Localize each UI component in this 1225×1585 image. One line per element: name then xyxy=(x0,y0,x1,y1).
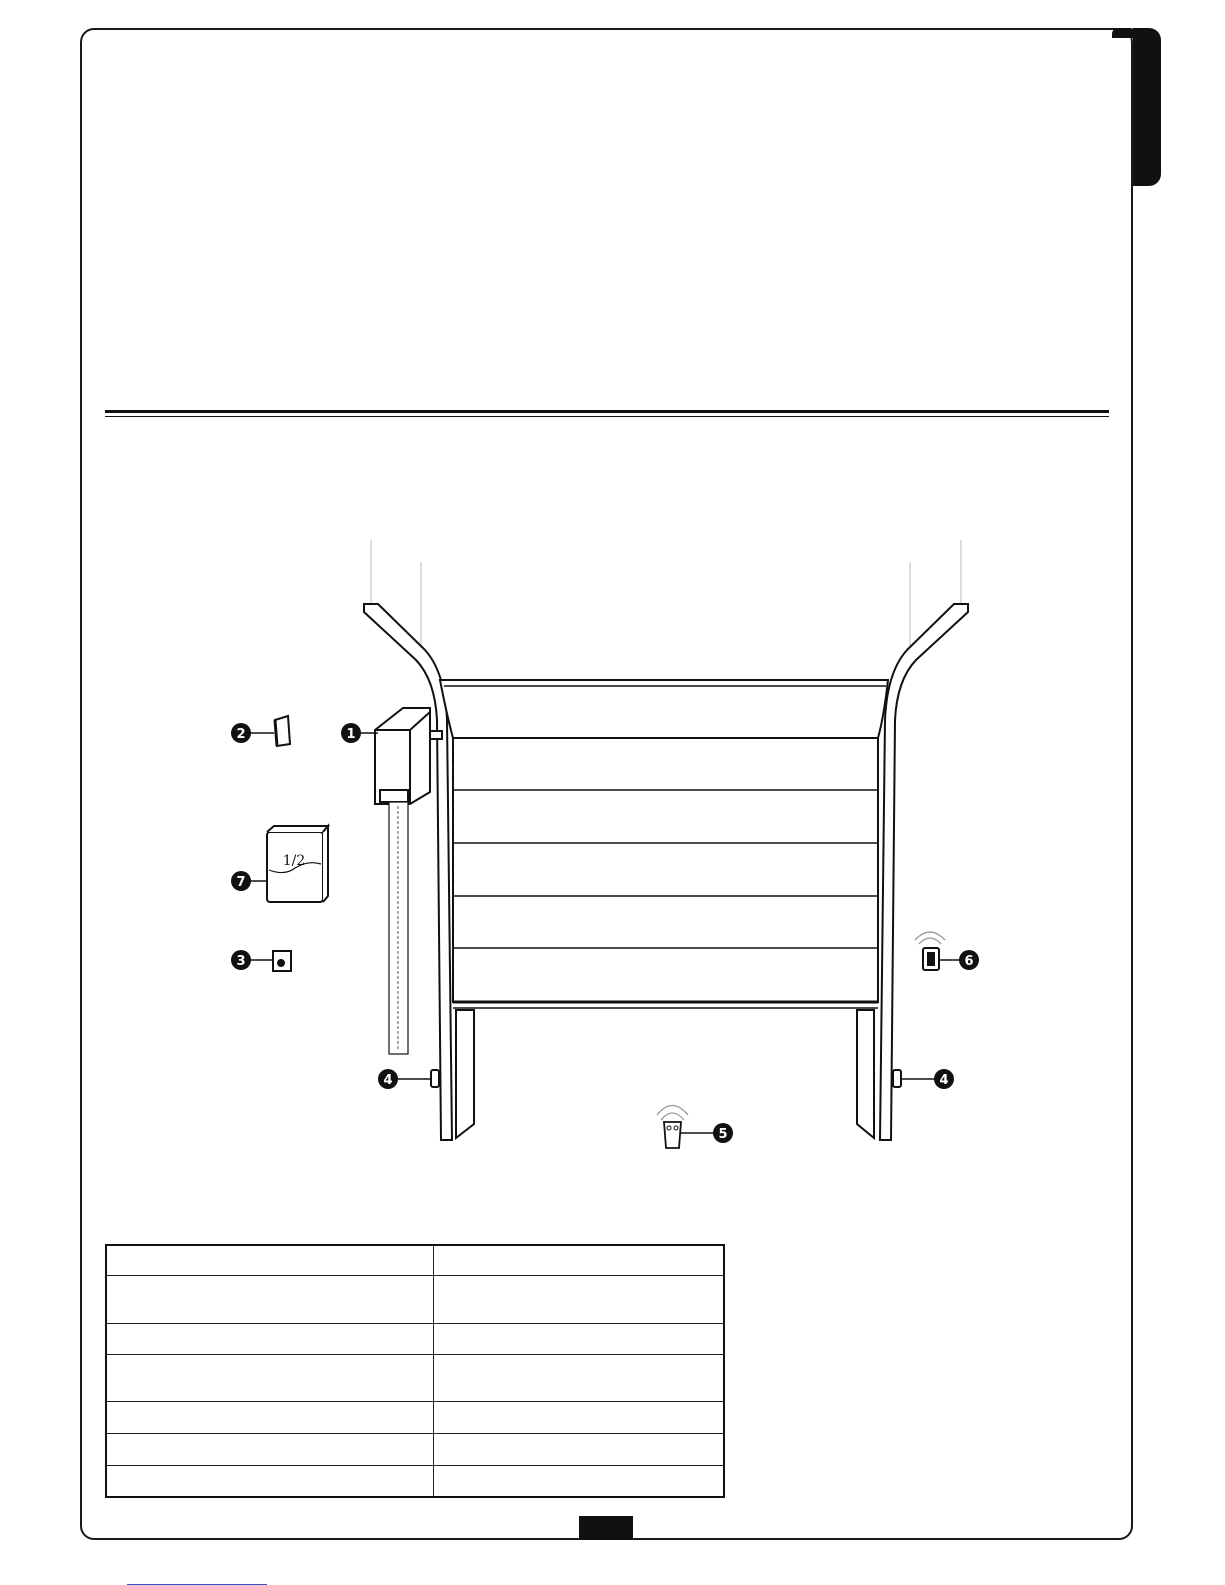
callout-4-left xyxy=(378,1069,398,1089)
door-jambs xyxy=(456,1010,874,1138)
table-row xyxy=(106,1401,724,1433)
table-row xyxy=(106,1245,724,1275)
flashing-light-icon xyxy=(275,716,290,746)
callout-label: 6 xyxy=(964,954,974,969)
table-cell xyxy=(434,1465,725,1497)
table-cell xyxy=(434,1401,725,1433)
control-box-logo: 1/2 xyxy=(282,853,306,869)
door-panel xyxy=(440,680,888,1008)
callout-1 xyxy=(341,723,361,743)
table-cell xyxy=(106,1245,434,1275)
wireless-keypad-icon xyxy=(915,932,945,970)
callout-label: 2 xyxy=(236,727,246,742)
table-row xyxy=(106,1323,724,1354)
spec-table xyxy=(105,1244,725,1498)
table-cell xyxy=(434,1323,725,1354)
callout-6 xyxy=(959,950,979,970)
table-cell xyxy=(434,1433,725,1465)
callout-2 xyxy=(231,723,251,743)
photocell-icon xyxy=(893,1070,901,1087)
table-cell xyxy=(106,1433,434,1465)
table-cell xyxy=(434,1245,725,1275)
page-number xyxy=(579,1516,633,1540)
control-box-icon xyxy=(267,826,328,902)
callout-5 xyxy=(713,1123,733,1143)
table-cell xyxy=(106,1275,434,1323)
callout-label: 1 xyxy=(346,727,356,742)
callout-label: 5 xyxy=(718,1127,728,1142)
ceiling-hangers xyxy=(371,540,961,648)
key-selector-icon xyxy=(273,951,291,971)
table-row xyxy=(106,1275,724,1323)
photocell-icon xyxy=(431,1070,439,1087)
table-cell xyxy=(106,1323,434,1354)
motor-unit-icon xyxy=(375,708,442,1054)
callout-label: 3 xyxy=(236,954,246,969)
right-track xyxy=(880,604,968,1140)
table-cell xyxy=(106,1465,434,1497)
callout-3 xyxy=(231,950,251,970)
callout-7 xyxy=(231,871,251,891)
remote-control-icon xyxy=(657,1106,688,1149)
callout-label: 7 xyxy=(236,875,246,890)
table-row xyxy=(106,1433,724,1465)
callout-4-right xyxy=(934,1069,954,1089)
table-cell xyxy=(434,1275,725,1323)
callout-label: 4 xyxy=(939,1073,949,1088)
table-cell xyxy=(434,1354,725,1401)
table-cell xyxy=(106,1354,434,1401)
table-cell xyxy=(106,1401,434,1433)
table-row xyxy=(106,1354,724,1401)
table-row xyxy=(106,1465,724,1497)
callout-label: 4 xyxy=(383,1073,393,1088)
